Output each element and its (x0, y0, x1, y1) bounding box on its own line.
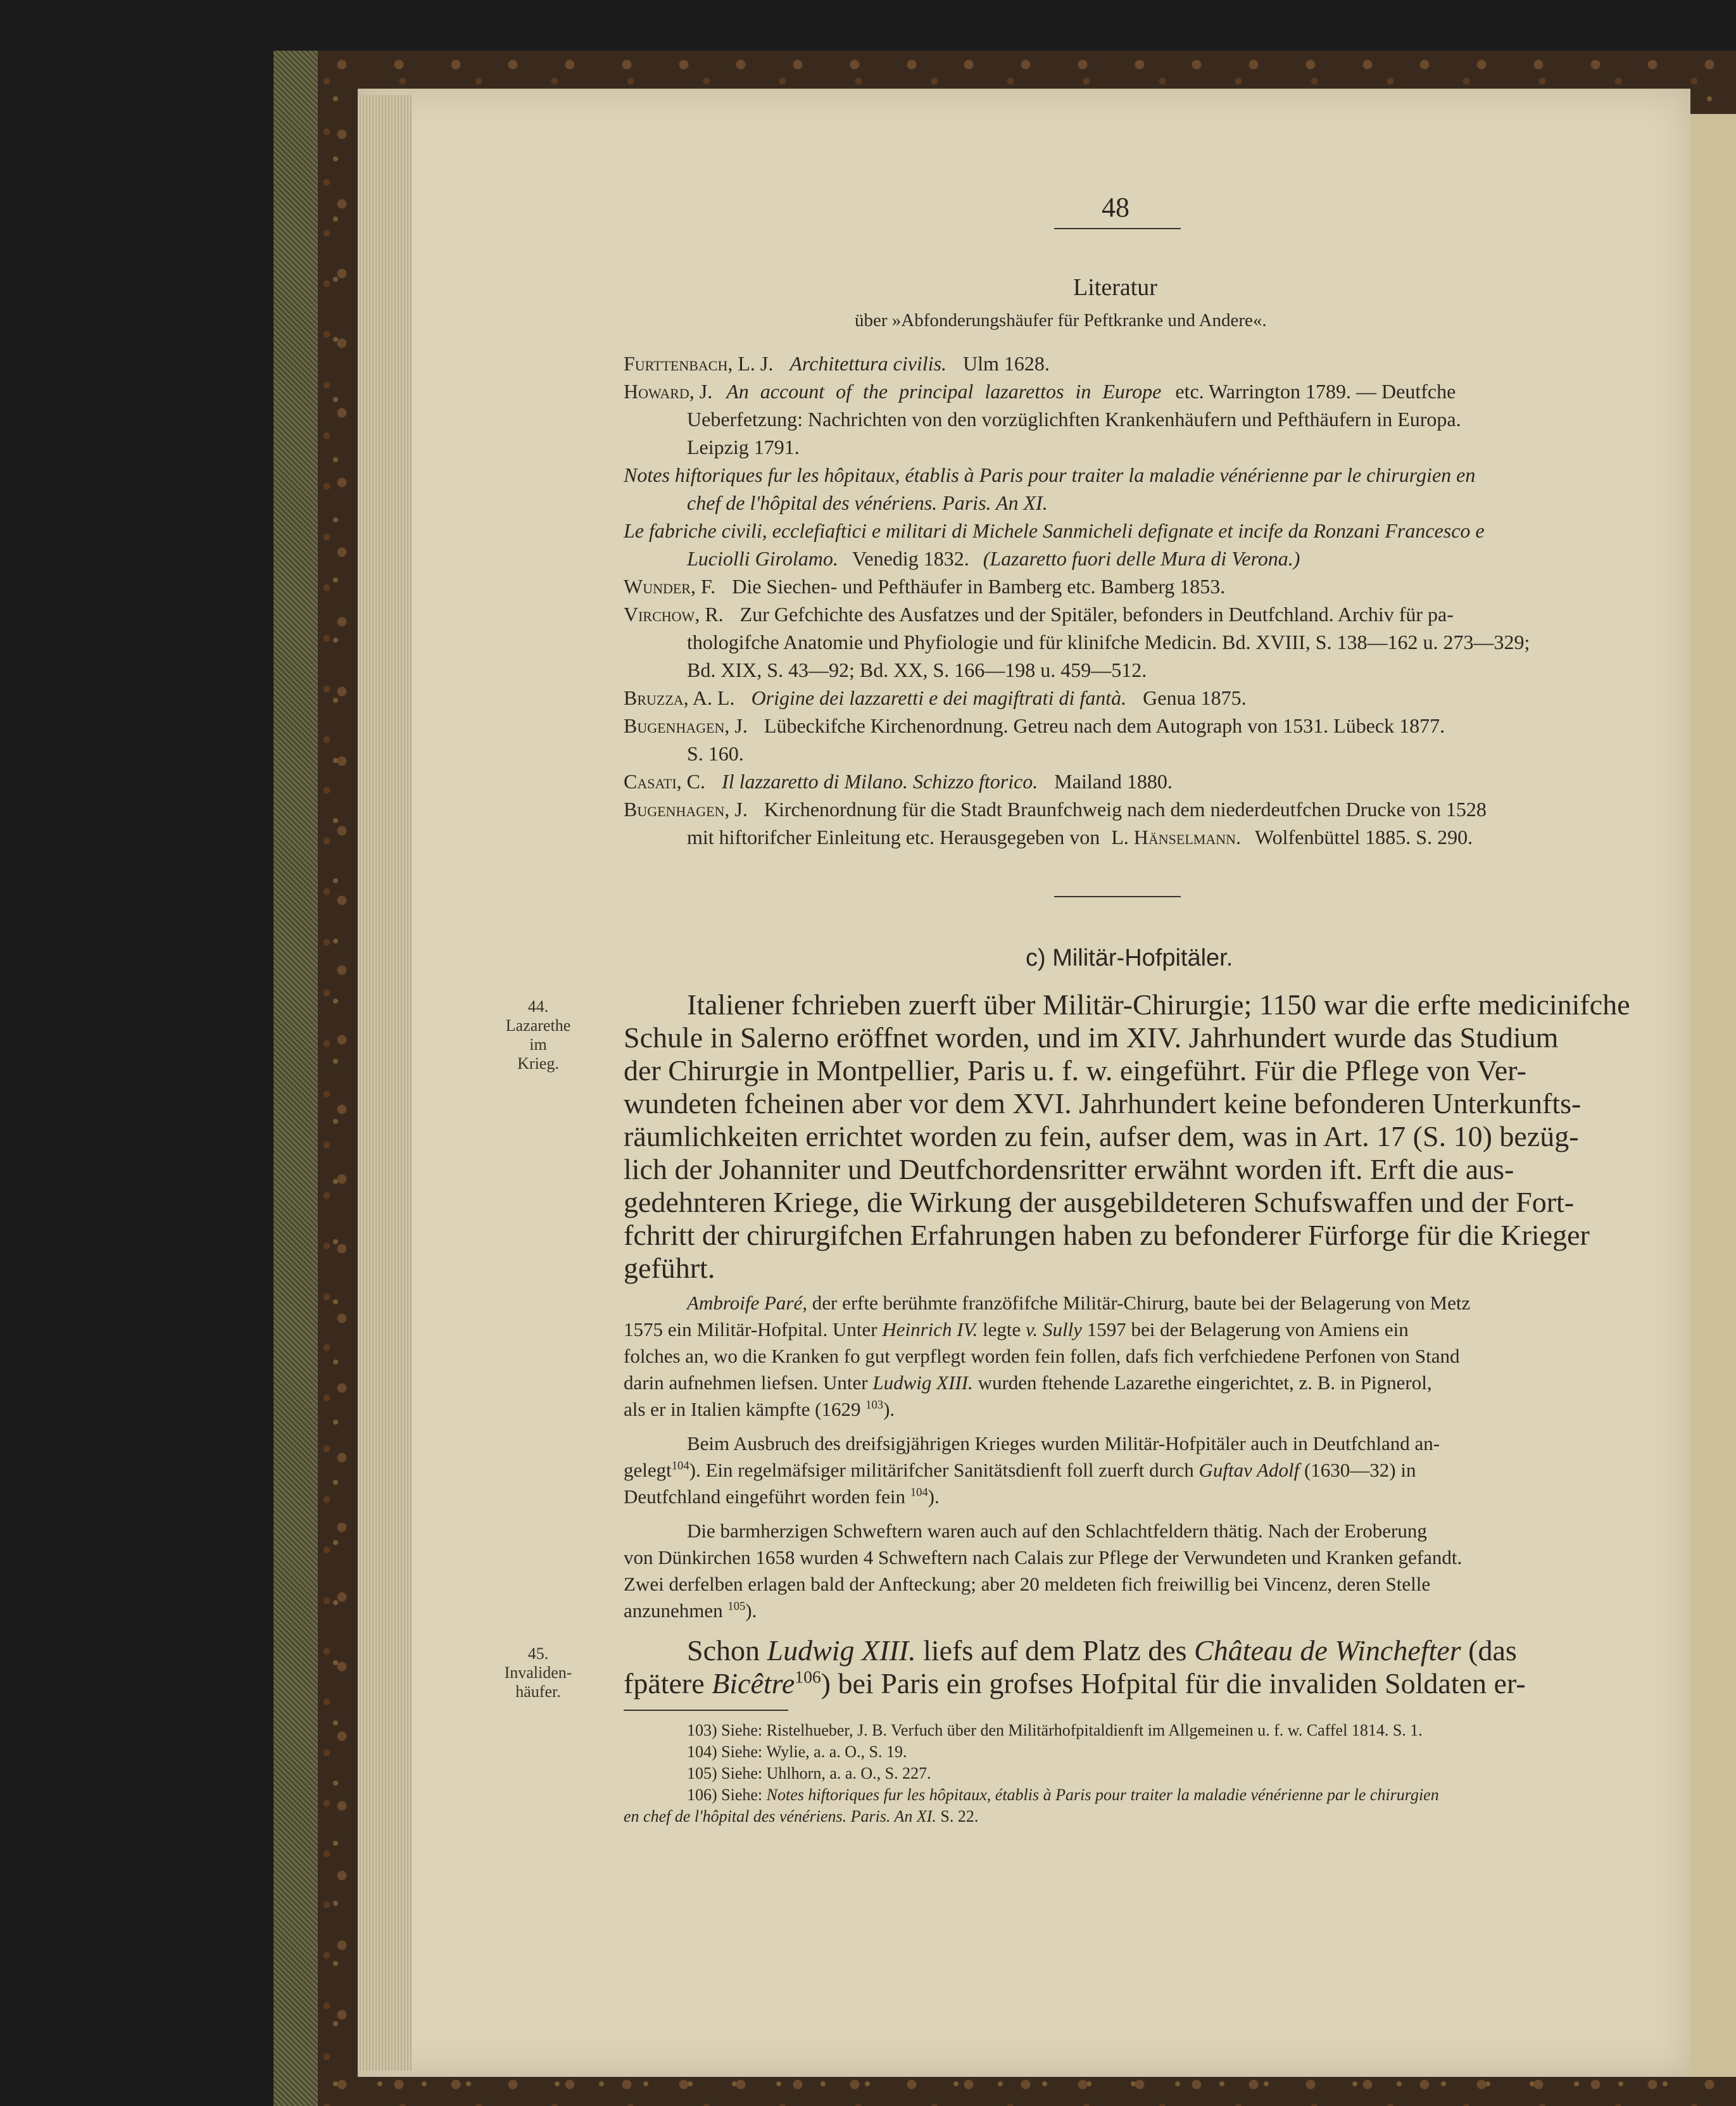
body-line: der Chirurgie in Montpellier, Paris u. f. w. eingeführt. Für die Pflege von Ver- (624, 1054, 1526, 1087)
bib-entry: Virchow, R. Zur Gefchichte des Ausfatzes und der Spitäler, befonders in Deutfchland. Archiv für pa- (624, 603, 1454, 626)
bib-entry: Bugenhagen, J. Lübeckifche Kirchenordnung. Getreu nach dem Autograph von 1531. Lübeck 1877. (624, 714, 1445, 737)
literature-title: Literatur (1073, 274, 1157, 301)
bib-entry: Bugenhagen, J. Kirchenordnung für die Stadt Braunfchweig nach dem niederdeutfchen Drucke von 1528 (624, 798, 1487, 821)
body-line: lich der Johanniter und Deutfchordensritter erwähnt worden ift. Erft die aus- (624, 1153, 1514, 1185)
book-spine (274, 51, 318, 2106)
bib-entry: Furttenbach, L. J. Architettura civilis. Ulm 1628. (624, 352, 1050, 375)
section-divider (1054, 896, 1181, 897)
small-body-line: Ambroife Paré, der erfte berühmte franzöfifche Militär-Chirurg, baute bei der Belagerung von Metz (687, 1292, 1471, 1314)
body-line: Schule in Salerno eröffnet worden, und im XIV. Jahrhundert wurde das Studium (624, 1021, 1559, 1054)
bib-entry-cont: S. 160. (687, 742, 744, 765)
bib-entry: Howard, J. An account of the principal lazarettos in Europe etc. Warrington 1789. — Deutfche (624, 380, 1456, 403)
literature-subtitle: über »Abfonderungshäufer für Peftkranke und Andere«. (855, 310, 1267, 331)
small-body-line: 1575 ein Militär-Hofpital. Unter Heinrich IV. legte v. Sully 1597 bei der Belagerung von Amiens ein (624, 1318, 1409, 1340)
small-body-line: Die barmherzigen Schweftern waren auch auf den Schlachtfeldern thätig. Nach der Eroberung (687, 1520, 1427, 1542)
body-line: fchritt der chirurgifchen Erfahrungen haben zu befonderer Fürforge für die Krieger (624, 1219, 1590, 1251)
bib-entry: Wunder, F. Die Siechen- und Pefthäufer in Bamberg etc. Bamberg 1853. (624, 575, 1226, 598)
small-body-line: gelegt$^{104}$). Ein regelmäfsiger militärifcher Sanitätsdienft foll zuerft durch Guftav Adolf (1630—32) in (624, 1459, 1416, 1481)
footnote-ref: 104 (671, 1459, 689, 1473)
small-body-line: als er in Italien kämpfte (1629 $^{103}$). (624, 1398, 895, 1420)
margin-note-45: 45. Invaliden- häufer. (504, 1644, 572, 1701)
bib-entry-cont: chef de l'hôpital des vénériens. Paris. An XI. (687, 491, 1048, 514)
small-body-line: Deutfchland eingeführt worden fein $^{104}$). (624, 1485, 940, 1508)
footnote-ref: 103 (865, 1398, 884, 1412)
footnote-103: 103) Siehe: Ristelhueber, J. B. Verfuch über den Militärhofpitaldienft im Allgemeinen u. f. w. Caffel 1814. S. 1. (687, 1721, 1423, 1739)
footnote-ref: 106 (795, 1667, 821, 1687)
footnote-106-cont: en chef de l'hôpital des vénériens. Paris. An XI. S. 22. (624, 1807, 979, 1825)
small-body-line: anzunehmen $^{105}$). (624, 1599, 757, 1622)
body-line: fpätere Bicêtre$^{106}$) bei Paris ein grofses Hofpital für die invaliden Soldaten er- (624, 1667, 1526, 1699)
footnote-ref: 105 (727, 1599, 746, 1613)
footnote-rule (624, 1710, 788, 1711)
body-line: Italiener fchrieben zuerft über Militär-Chirurgie; 1150 war die erfte medicinifche (687, 988, 1630, 1021)
bib-entry-cont: Bd. XIX, S. 43—92; Bd. XX, S. 166—198 u. 459—512. (687, 659, 1147, 681)
bib-entry-cont: Ueberfetzung: Nachrichten von den vorzüglichften Krankenhäufern und Pefthäufern in Europa. (687, 408, 1461, 431)
bib-entry-cont: thologifche Anatomie und Phyfiologie und für klinifche Medicin. Bd. XVIII, S. 138—162 u. 273—329; (687, 631, 1530, 653)
margin-note-44: 44. Lazarethe im Krieg. (505, 997, 571, 1073)
footnote-106: 106) Siehe: Notes hiftoriques fur les hôpitaux, établis à Paris pour traiter la maladie vénérienne par le chirurgien (687, 1786, 1439, 1804)
body-line: wundeten fcheinen aber vor dem XVI. Jahrhundert keine befonderen Unterkunfts- (624, 1087, 1582, 1119)
bib-entry: Le fabriche civili, ecclefiaftici e militari di Michele Sanmicheli defignate et incife da Ronzani Francesco e (624, 519, 1485, 542)
body-line: gedehnteren Kriege, die Wirkung der ausgebildeteren Schufswaffen und der Fort- (624, 1186, 1575, 1218)
footnote-105: 105) Siehe: Uhlhorn, a. a. O., S. 227. (687, 1764, 931, 1782)
small-body-line: Beim Ausbruch des dreifsigjährigen Krieges wurden Militär-Hofpitäler auch in Deutfchland an- (687, 1432, 1440, 1454)
small-body-line: folches an, wo die Kranken fo gut verpflegt worden fein follen, dafs fich verfchiedene Perfonen von Stand (624, 1345, 1460, 1367)
body-line: geführt. (624, 1252, 715, 1284)
small-body-line: Zwei derfelben erlagen bald der Anfteckung; aber 20 meldeten fich freiwillig bei Vincenz, deren Stelle (624, 1573, 1431, 1595)
header-rule (1054, 228, 1181, 229)
small-body-line: darin aufnehmen liefsen. Unter Ludwig XIII. wurden ftehende Lazarethe eingerichtet, z. B. in Pignerol, (624, 1371, 1432, 1394)
footnote-ref: 104 (910, 1485, 928, 1499)
page-number: 48 (1102, 192, 1129, 223)
small-body-line: von Dünkirchen 1658 wurden 4 Schweftern nach Calais zur Pflege der Verwundeten und Kranken gefandt. (624, 1546, 1462, 1568)
bib-entry: Casati, C. Il lazzaretto di Milano. Schizzo ftorico. Mailand 1880. (624, 770, 1173, 793)
bib-entry-cont: mit hiftorifcher Einleitung etc. Herausgegeben von L. Hänselmann. Wolfenbüttel 1885. S. 290. (687, 826, 1473, 848)
section-title: c) Militär-Hofpitäler. (1026, 945, 1233, 971)
bib-entry-cont: Leipzig 1791. (687, 436, 800, 458)
bib-entry: Notes hiftoriques fur les hôpitaux, établis à Paris pour traiter la maladie vénérienne par le chirurgien en (624, 463, 1476, 486)
footnote-104: 104) Siehe: Wylie, a. a. O., S. 19. (687, 1743, 907, 1761)
body-line: Schon Ludwig XIII. liefs auf dem Platz des Château de Winchefter (das (687, 1634, 1517, 1667)
bib-entry-cont: Luciolli Girolamo. Venedig 1832. (Lazaretto fuori delle Mura di Verona.) (687, 547, 1300, 570)
body-line: räumlichkeiten errichtet worden zu fein, aufser dem, was in Art. 17 (S. 10) bezüg- (624, 1120, 1579, 1152)
next-page-edge (1690, 114, 1736, 2077)
page-edges (358, 95, 412, 2071)
bib-entry: Bruzza, A. L. Origine dei lazzaretti e dei magiftrati di fantà. Genua 1875. (624, 686, 1247, 709)
